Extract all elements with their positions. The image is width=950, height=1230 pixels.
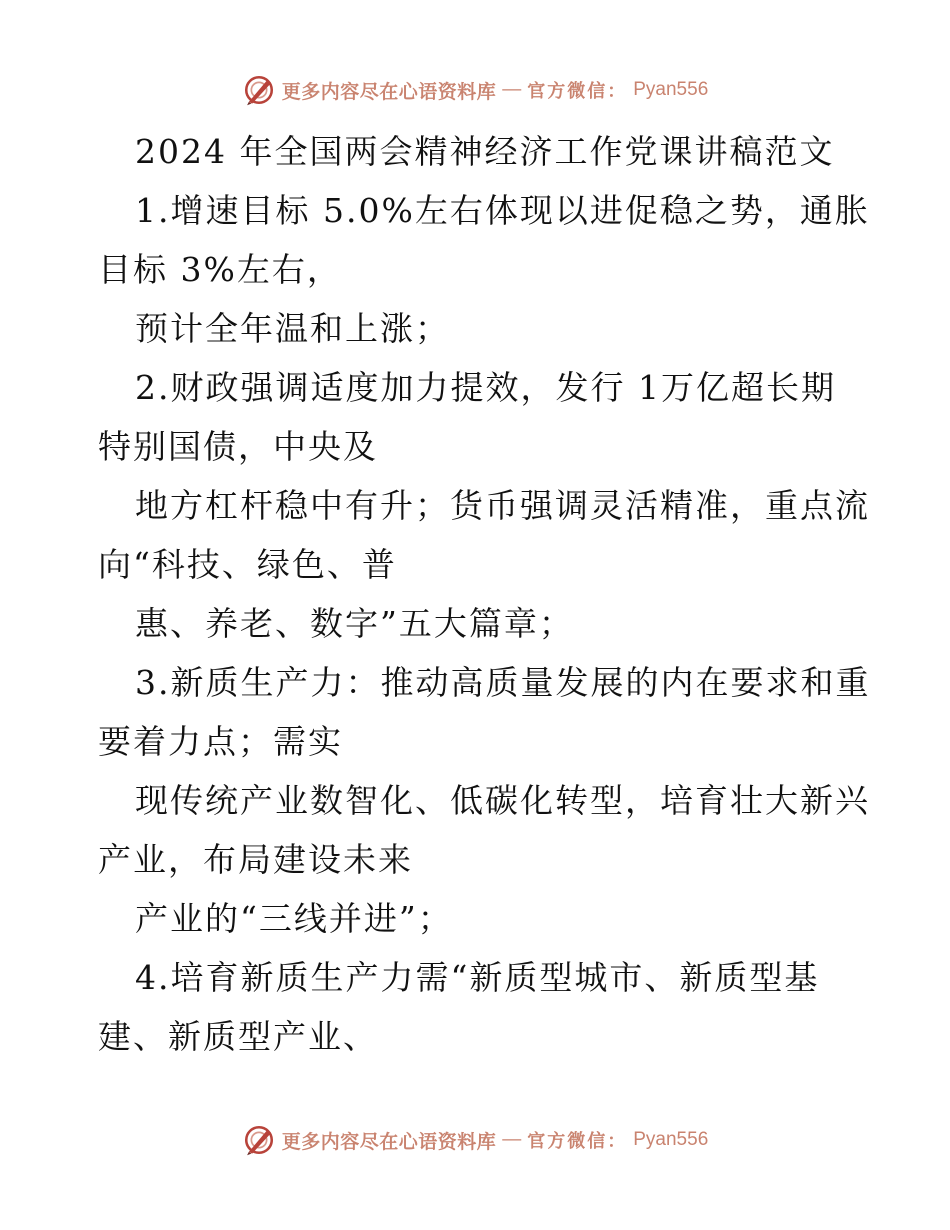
footer-banner-group — [242, 1123, 709, 1157]
banner-official-label: 官方微信： — [527, 1131, 628, 1152]
text-line: 产业，布局建设未来 — [98, 840, 413, 879]
banner-dash: — — [502, 1129, 522, 1150]
text-line: 1.增速目标 5.0%左右体现以进促稳之势，通胀 — [135, 191, 870, 230]
text-line: 惠、养老、数字”五大篇章； — [135, 604, 574, 643]
header-banner-group — [242, 73, 709, 107]
banner-library-text: 更多内容尽在心语资料库 — [281, 80, 497, 103]
banner-library-text: 更多内容尽在心语资料库 — [281, 1130, 497, 1153]
pen-logo-icon — [242, 1123, 276, 1157]
banner-account-id: Pyan556 — [633, 79, 709, 100]
text-line: 2.财政强调适度加力提效，发行 1万亿超长期 — [135, 368, 836, 407]
text-line: 4.培育新质生产力需“新质型城市、新质型基 — [135, 958, 820, 997]
text-line: 要着力点；需实 — [98, 722, 343, 761]
text-line: 向“科技、绿色、普 — [98, 545, 397, 584]
text-line: 特别国债，中央及 — [98, 427, 378, 466]
banner-official-label: 官方微信： — [527, 81, 628, 102]
pen-logo-icon — [242, 73, 276, 107]
text-line: 地方杠杆稳中有升；货币强调灵活精准，重点流 — [135, 486, 870, 525]
document-title: 2024 年全国两会精神经济工作党课讲稿范文 — [135, 132, 835, 171]
text-line: 产业的“三线并进”； — [135, 899, 453, 938]
text-line: 预计全年温和上涨； — [135, 309, 450, 348]
header-banner — [0, 70, 950, 110]
document-body — [98, 122, 871, 1066]
banner-dash: — — [502, 79, 522, 100]
footer-banner — [0, 1120, 950, 1160]
text-line: 3.新质生产力：推动高质量发展的内在要求和重 — [135, 663, 871, 702]
banner-account-id: Pyan556 — [633, 1129, 709, 1150]
text-line: 目标 3%左右， — [98, 250, 342, 289]
text-line: 建、新质型产业、 — [98, 1017, 378, 1056]
text-line: 现传统产业数智化、低碳化转型，培育壮大新兴 — [135, 781, 870, 820]
